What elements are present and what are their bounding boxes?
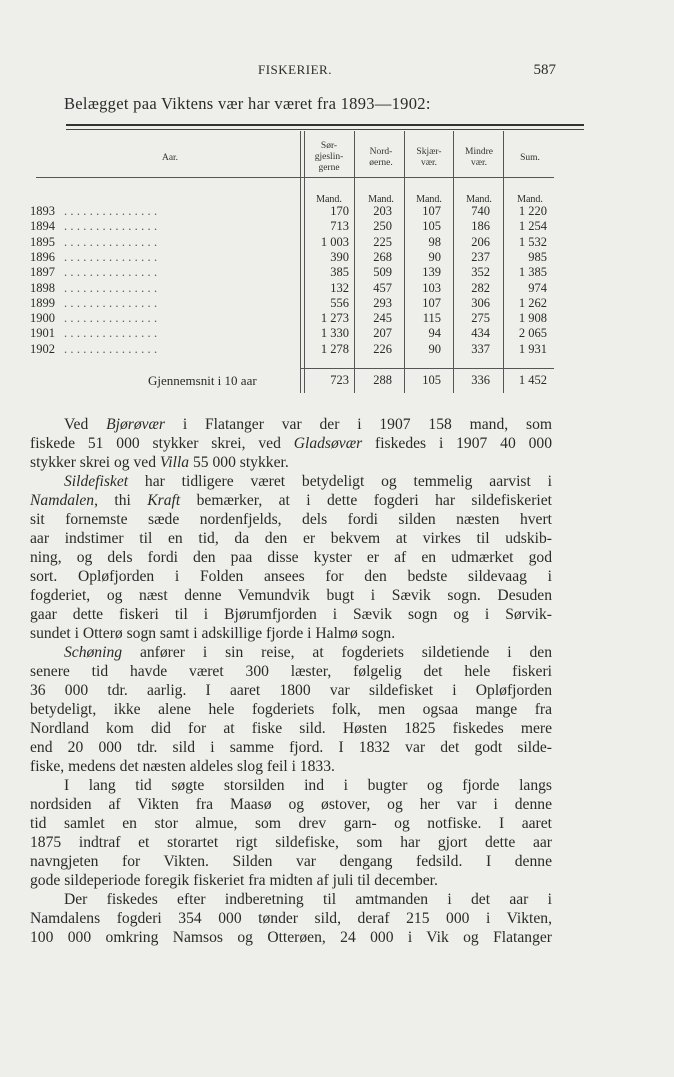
row-year: 1895	[30, 234, 55, 249]
header-nordoerne: Nord- øerne.	[369, 147, 393, 168]
running-title: FISKERIER.	[258, 62, 332, 77]
text-line: fiskede 51 000 stykker skrei, ved Gladsøvær fiskedes i 1907 40 000	[30, 435, 552, 452]
cell-value: 1 931	[518, 341, 547, 356]
cell-value: 107	[422, 204, 441, 218]
cell-value: 132	[330, 280, 349, 295]
text-line: end 20 000 tdr. sild i samme fjord. I 1832 var det godt silde-	[30, 739, 552, 756]
cell-value: 434	[471, 326, 490, 341]
text-line: 36 000 tdr. aarlig. I aaret 1800 var sildefisket i Opløfjorden	[30, 682, 552, 699]
header-sum: Sum.	[520, 153, 540, 163]
text-line: Namdalens fogderi 354 000 tønder sild, deraf 215 000 i Vikten,	[30, 910, 552, 927]
cell-value: 288	[373, 373, 392, 387]
cell-value: 98	[428, 234, 441, 249]
cell-value: 105	[422, 219, 441, 234]
table-row	[30, 250, 558, 266]
text-line: gaar dette fiskeri til i Bjørumfjorden i Sævik sogn og i Sørvik-	[30, 606, 552, 623]
text-line: aar indstimer til en tid, da den er bekvem at virkes til udskib-	[30, 530, 552, 547]
cell-value: 2 065	[518, 326, 547, 341]
text-line: Sildefisket har tidligere været betydeligt og temmelig aarvist i	[64, 473, 552, 490]
cell-value: 723	[330, 373, 349, 387]
header-mindre-vaer: Mindre vær.	[465, 147, 493, 168]
row-year: 1897	[30, 265, 55, 280]
cell-value: 1 908	[518, 311, 547, 326]
body-text	[30, 415, 552, 947]
cell-value: 457	[373, 280, 392, 295]
text-line: 100 000 omkring Namsos og Otterøen, 24 000 i Vik og Flatanger	[30, 929, 552, 946]
row-year: 1902	[30, 341, 55, 356]
cell-value: 207	[373, 326, 392, 341]
cell-value: 105	[422, 373, 441, 387]
table-row	[30, 235, 558, 251]
table-row	[30, 342, 558, 358]
text-line: sort. Opløfjorden i Folden ansees for den bedste sildevaag i	[30, 568, 552, 585]
text-line: ning, og dels fordi den paa disse kyster er af en udmærket god	[30, 549, 552, 566]
cell-value: 1 278	[320, 341, 349, 356]
header-skjaervaer: Skjær- vær.	[416, 147, 442, 168]
cell-value: 556	[330, 295, 349, 310]
row-year: 1900	[30, 311, 55, 326]
dot-leader: ...............	[64, 219, 161, 234]
table-row	[30, 219, 558, 235]
table-row	[30, 204, 558, 220]
text-line: Nordland kom did for at fiske sild. Høsten 1825 fiskedes mere	[30, 720, 552, 737]
cell-value: 282	[471, 280, 490, 295]
dot-leader: ...............	[64, 326, 161, 341]
dot-leader: ...............	[64, 265, 161, 280]
dot-leader: ...............	[64, 249, 161, 264]
dot-leader: ...............	[64, 295, 161, 310]
cell-value: 293	[373, 295, 392, 310]
cell-value: 337	[471, 341, 490, 356]
cell-value: 268	[373, 249, 392, 264]
cell-value: 390	[330, 249, 349, 264]
unit-label: Mand.	[517, 194, 543, 205]
text-line: tid samlet en stor almue, som drev garn- og notfiske. I aaret	[30, 815, 552, 832]
cell-value: 1 452	[518, 373, 547, 387]
text-line: fiske, medens det næsten aldeles slog feil i 1833.	[30, 758, 335, 775]
header-sorgjeslingerne: Sør- gjeslin- gerne	[314, 141, 344, 173]
table-row	[30, 281, 558, 297]
cell-value: 245	[373, 311, 392, 326]
cell-value: 225	[373, 234, 392, 249]
cell-value: 203	[373, 204, 392, 218]
table-row-average	[30, 373, 558, 389]
text-line: Der fiskedes efter indberetning til amtmanden i det aar i	[64, 891, 552, 908]
cell-value: 385	[330, 265, 349, 280]
cell-value: 509	[373, 265, 392, 280]
cell-value: 1 273	[320, 311, 349, 326]
text-line: gode sildeperiode foregik fiskeriet fra midten af juli til december.	[30, 872, 438, 889]
text-line: navngjeten for Vikten. Silden var dengang fedsild. I denne	[30, 853, 552, 870]
text-line: Ved Bjørøvær i Flatanger var der i 1907 158 mand, som	[64, 416, 552, 433]
dot-leader: ...............	[64, 234, 161, 249]
text-line: 1875 indtraf et storartet rigt sildefiske, som har gjort dette aar	[30, 834, 552, 851]
text-line: nordsiden af Vikten fra Maasø og østover, og her var i denne	[30, 796, 552, 813]
text-line: Namdalen, thi Kraft bemærker, at i dette fogderi har sildefiskeriet	[30, 492, 552, 509]
cell-value: 985	[528, 249, 547, 264]
cell-value: 275	[471, 311, 490, 326]
unit-label: Mand.	[416, 194, 442, 205]
cell-value: 115	[422, 311, 441, 326]
dot-leader: ...............	[64, 280, 161, 295]
average-label: Gjennemsnit i 10 aar	[148, 373, 257, 388]
row-year: 1896	[30, 249, 55, 264]
page-number: 587	[533, 62, 556, 78]
cell-value: 107	[422, 295, 441, 310]
cell-value: 1 220	[518, 204, 547, 218]
cell-value: 1 385	[518, 265, 547, 280]
cell-value: 237	[471, 249, 490, 264]
cell-value: 713	[330, 219, 349, 234]
cell-value: 226	[373, 341, 392, 356]
row-year: 1893	[30, 204, 55, 218]
cell-value: 250	[373, 219, 392, 234]
cell-value: 1 262	[518, 295, 547, 310]
page-header	[0, 62, 674, 82]
table-row	[30, 326, 558, 342]
row-year: 1898	[30, 280, 55, 295]
table-row	[30, 296, 558, 312]
cell-value: 336	[471, 373, 490, 387]
cell-value: 740	[471, 204, 490, 218]
row-year: 1899	[30, 295, 55, 310]
table-row	[30, 265, 558, 281]
average-rule	[300, 368, 554, 369]
unit-label: Mand.	[316, 194, 342, 205]
text-line: senere tid havde været 300 læster, følgelig det hele fiskeri	[30, 663, 552, 680]
cell-value: 186	[471, 219, 490, 234]
header-rule	[36, 177, 554, 178]
text-line: fogderiet, og næst denne Vemundvik bugt i Sævik sogn. Desuden	[30, 587, 552, 604]
table-row	[30, 311, 558, 327]
table-intro: Belægget paa Viktens vær har været fra 1893—1902:	[64, 94, 431, 113]
dot-leader: ...............	[64, 311, 161, 326]
cell-value: 306	[471, 295, 490, 310]
unit-label: Mand.	[368, 194, 394, 205]
cell-value: 974	[528, 280, 547, 295]
unit-label: Mand.	[466, 194, 492, 205]
row-year: 1901	[30, 326, 55, 341]
text-line: I lang tid søgte storsilden ind i bugter og fjorde langs	[64, 777, 552, 794]
text-line: stykker skrei og ved Villa 55 000 stykker.	[30, 454, 289, 471]
cell-value: 1 532	[518, 234, 547, 249]
cell-value: 90	[428, 249, 441, 264]
dot-leader: ...............	[64, 204, 161, 218]
row-year: 1894	[30, 219, 55, 234]
cell-value: 90	[428, 341, 441, 356]
text-line: betydeligt, ikke alene hele fogderiets folk, men ogsaa mange fra	[30, 701, 552, 718]
cell-value: 94	[428, 326, 441, 341]
header-year: Aar.	[161, 153, 179, 163]
cell-value: 352	[471, 265, 490, 280]
cell-value: 103	[422, 280, 441, 295]
cell-value: 139	[422, 265, 441, 280]
cell-value: 1 254	[518, 219, 547, 234]
text-line: sundet i Otterø sogn samt i adskillige fjorde i Halmø sogn.	[30, 625, 396, 642]
text-line: sit fornemste sæde nordenfjelds, dels fordi silden næsten hvert	[30, 511, 552, 528]
table-top-rule	[66, 124, 584, 130]
cell-value: 1 330	[320, 326, 349, 341]
cell-value: 206	[471, 234, 490, 249]
cell-value: 1 003	[320, 234, 349, 249]
dot-leader: ...............	[64, 341, 161, 356]
text-line: Schøning anfører i sin reise, at fogderiets sildetiende i den	[64, 644, 552, 661]
cell-value: 170	[330, 204, 349, 218]
